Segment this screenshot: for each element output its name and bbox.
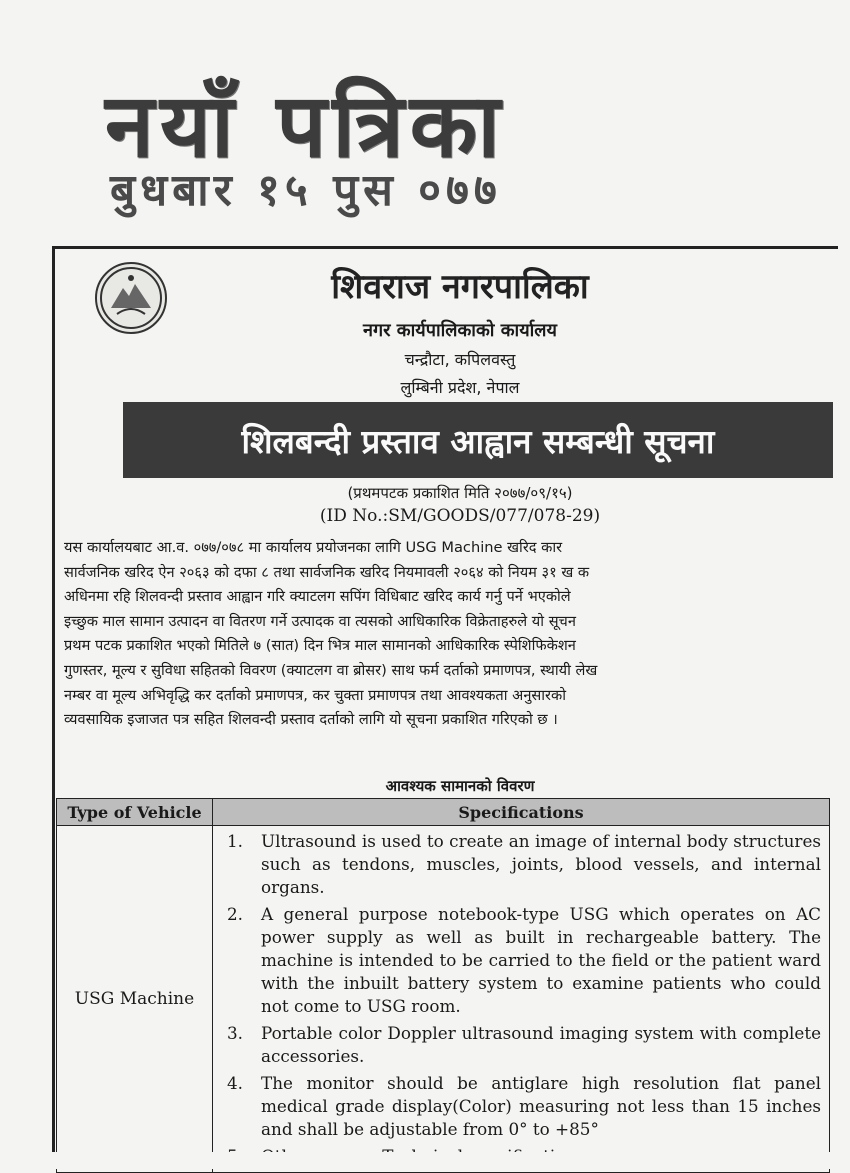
body-line: अधिनमा रहि शिलवन्दी प्रस्ताव आह्वान गरि क्याटलग सपिंग विधिबाट खरिद कार्य गर्नु पर्ने भएकोले: [64, 588, 571, 606]
address-line-1: चन्द्रौटा, कपिलवस्तु: [404, 350, 516, 369]
column-header-vehicle: Type of Vehicle: [57, 799, 213, 826]
specification-table: [56, 798, 830, 1173]
body-line: नम्बर वा मूल्य अभिवृद्धि कर दर्ताको प्रमाणपत्र, कर चुक्ता प्रमाणपत्र तथा आवश्यकता अनुसारको: [64, 686, 567, 704]
newspaper-masthead: [0, 0, 850, 240]
body-line: व्यवसायिक इजाजत पत्र सहित शिलवन्दी प्रस्ताव दर्ताको लागि यो सूचना प्रकाशित गरिएको छ ।: [64, 711, 558, 729]
list-item: [219, 1022, 821, 1068]
table-header-row: [57, 799, 830, 826]
body-line: गुणस्तर, मूल्य र सुविधा सहितको विवरण (क्याटलग वा ब्रोसर) साथ फर्म दर्ताको प्रमाणपत्र, स्थायी लेख: [64, 661, 598, 679]
spec-list: [213, 826, 829, 1168]
list-item: [219, 903, 821, 1018]
requirements-heading: आवश्यक सामानको विवरण: [385, 777, 535, 795]
body-line: प्रथम पटक प्रकाशित भएको मितिले ७ (सात) दिन भित्र माल सामानको आधिकारिक स्पेशिफिकेशन: [64, 637, 576, 655]
address-line-2: लुम्बिनी प्रदेश, नेपाल: [400, 378, 520, 397]
spec-number: 4.: [227, 1073, 244, 1093]
newspaper-date: बुधबार १५ पुस ०७७: [110, 165, 502, 216]
notice-title-banner: [123, 402, 833, 478]
newspaper-name: नयाँ पत्रिका: [105, 74, 507, 177]
spec-text: The monitor should be antiglare high resolution flat panel medical grade display(Color) measuring not less than 15 inches and shall be adjustable from 0° to +85°: [261, 1073, 821, 1139]
spec-text: Portable color Doppler ultrasound imaging system with complete accessories.: [261, 1023, 821, 1066]
body-line: इच्छुक माल सामान उत्पादन वा वितरण गर्ने उत्पादक वा त्यसको आधिकारिक विक्रेताहरुले यो सूचन: [64, 612, 576, 630]
municipality-name: शिवराज नगरपालिका: [331, 267, 589, 307]
column-header-specs: Specifications: [213, 799, 830, 826]
spec-text: A general purpose notebook-type USG which operates on AC power supply as well as built in rechargeable battery. The machine is intended to be carried to the field or the patient ward with the inbuilt battery system to examine patients who could not come to USG room.: [261, 904, 821, 1016]
nepal-emblem-icon: [95, 262, 167, 334]
notice-title: शिलबन्दी प्रस्ताव आह्वान सम्बन्धी सूचना: [241, 421, 715, 461]
body-line: सार्वजनिक खरिद ऐन २०६३ को दफा ८ तथा सार्वजनिक खरिद नियमावली २०६४ को नियम ३१ ख क: [64, 563, 590, 581]
list-item: [219, 1072, 821, 1141]
notice-id: (ID No.:SM/GOODS/077/078-29): [319, 506, 601, 526]
body-line: यस कार्यालयबाट आ.व. ०७७/०७८ मा कार्यालय प्रयोजनका लागि USG Machine खरिद कार: [64, 539, 563, 556]
published-date: (प्रथमपटक प्रकाशित मिति २०७७/०९/१५): [347, 484, 573, 502]
specs-cell: [213, 826, 830, 1173]
spec-number: 3.: [227, 1023, 244, 1043]
vehicle-cell: USG Machine: [57, 826, 213, 1173]
spec-text: Ultrasound is used to create an image of internal body structures such as tendons, muscles, joints, blood vessels, and internal organs.: [261, 831, 821, 897]
spec-number: 1.: [227, 831, 244, 851]
office-name: नगर कार्यपालिकाको कार्यालय: [363, 320, 557, 341]
list-item: [219, 830, 821, 899]
page-bottom-edge: [0, 1152, 850, 1169]
notice-body: [64, 536, 836, 733]
spec-number: 2.: [227, 904, 244, 924]
table-row: [57, 826, 830, 1173]
